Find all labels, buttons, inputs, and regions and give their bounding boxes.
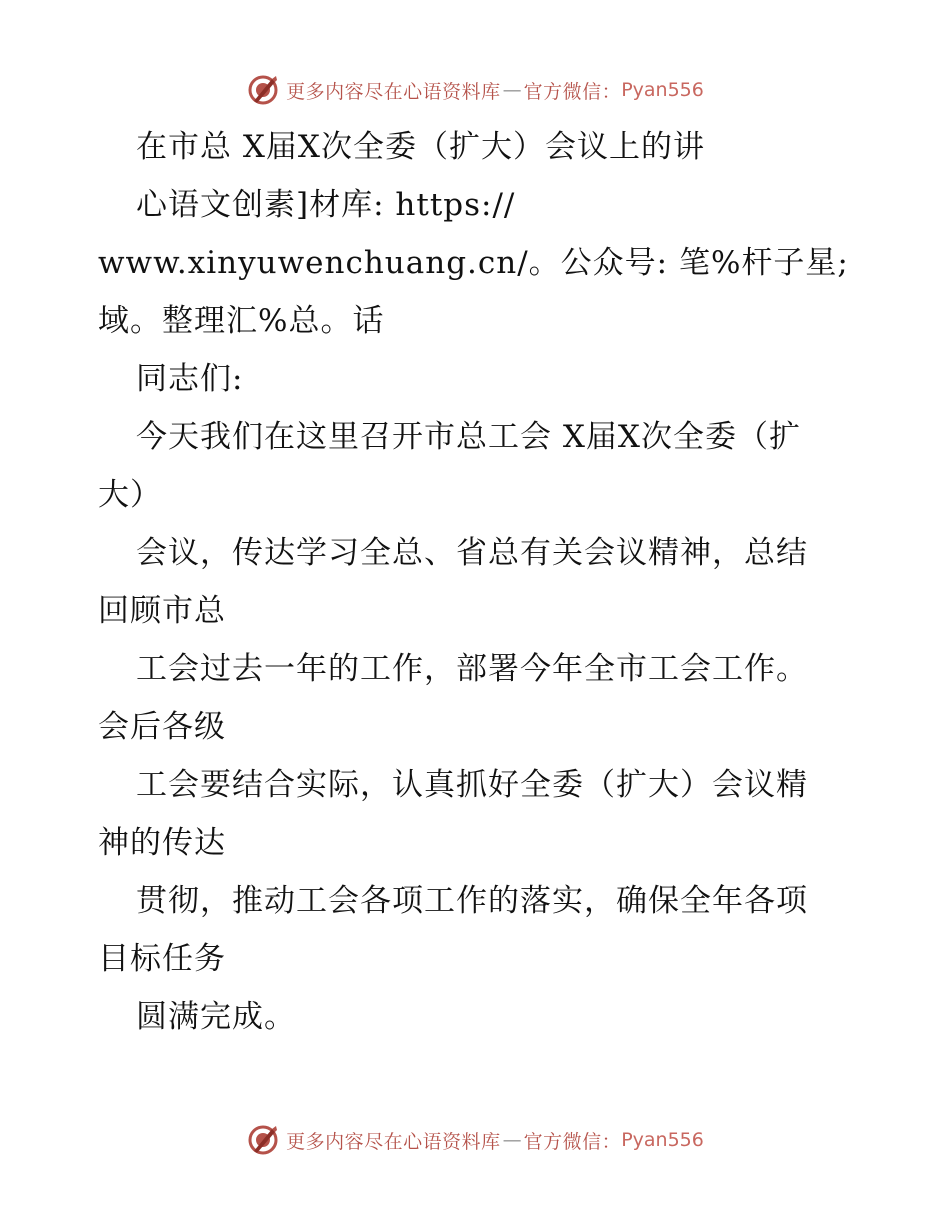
watermark-header bbox=[0, 70, 950, 110]
watermark-text: 更多内容尽在心语资料库 bbox=[286, 1130, 501, 1153]
text-line: 大） bbox=[98, 477, 162, 513]
text-line: 会后各级 bbox=[98, 709, 226, 745]
text-line: 域。整理汇%总。话 bbox=[98, 303, 385, 339]
pen-logo-icon bbox=[246, 1123, 280, 1157]
watermark-wechat-label: 官方微信： bbox=[523, 1130, 622, 1153]
text-line: 工会要结合实际，认真抓好全委（扩大）会议精 bbox=[136, 767, 808, 803]
pen-logo-icon bbox=[246, 73, 280, 107]
text-line: www.xinyuwenchuang.cn/。公众号: 笔%杆子星; bbox=[98, 245, 849, 281]
watermark-dash: — bbox=[502, 1129, 522, 1151]
text-line: 贯彻，推动工会各项工作的落实，确保全年各项 bbox=[136, 883, 808, 919]
document-body bbox=[98, 118, 858, 1046]
text-line: 在市总 X届X次全委（扩大）会议上的讲 bbox=[136, 129, 705, 165]
watermark-dash: — bbox=[502, 79, 522, 101]
watermark-footer bbox=[0, 1120, 950, 1160]
watermark-text: 更多内容尽在心语资料库 bbox=[286, 80, 501, 103]
text-line: 工会过去一年的工作，部署今年全市工会工作。 bbox=[136, 651, 808, 687]
text-line: 回顾市总 bbox=[98, 593, 226, 629]
text-line: 圆满完成。 bbox=[136, 999, 296, 1035]
text-line: 会议，传达学习全总、省总有关会议精神，总结 bbox=[136, 535, 808, 571]
text-line: 目标任务 bbox=[98, 941, 226, 977]
text-line: 同志们: bbox=[136, 361, 244, 397]
watermark-wechat-id: Pyan556 bbox=[621, 79, 704, 101]
text-line: 今天我们在这里召开市总工会 X届X次全委（扩 bbox=[136, 419, 801, 455]
text-line: 神的传达 bbox=[98, 825, 226, 861]
watermark-wechat-id: Pyan556 bbox=[621, 1129, 704, 1151]
text-line: 心语文创素]材库: https:// bbox=[136, 187, 516, 223]
watermark-wechat-label: 官方微信： bbox=[523, 80, 622, 103]
